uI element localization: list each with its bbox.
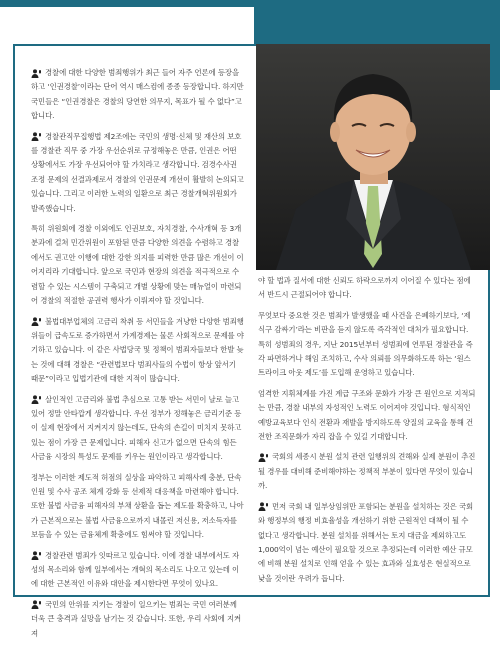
paragraph xyxy=(31,130,245,216)
person-mic-icon xyxy=(258,502,269,511)
paragraph xyxy=(258,500,476,586)
paragraph xyxy=(31,471,245,543)
portrait-photo xyxy=(256,44,490,270)
paragraph xyxy=(31,549,245,592)
paragraph-text: 특히 위원회에 경찰 이외에도 인권보호, 자치경찰, 수사개혁 등 3개 분과에 걸쳐 민간위원이 포함된 만큼 다양한 의견을 수렴하고 경찰에서도 권고안 이행에 대한 강한 의지를 피력한 만큼 많은 개선이 이어지리라 기대합니다. 앞으로 국민과 현장의 의견을 적극적으로 수렴할 수 있는 시스템이 구축되고 개별 상황에 맞는 매뉴얼이 마련되어 경찰의 적절한 공권력 행사가 이뤄져야 할 것입니다. xyxy=(31,224,244,306)
paragraph xyxy=(258,274,476,303)
paragraph-text: 경찰관련 범죄가 잇따르고 있습니다. 이에 경찰 내부에서도 자성의 목소리와 함께 일부에서는 개혁의 목소리도 나오고 있는데 이에 대한 근본적인 이유와 대안을 제시한다면 무엇이 있나요. xyxy=(31,550,240,589)
person-mic-icon xyxy=(31,551,42,560)
person-mic-icon xyxy=(258,453,269,462)
paragraph-text: 엄격한 지휘체계를 가진 계급 구조와 문화가 가장 큰 원인으로 지적되는 만큼, 경찰 내부의 자성적인 노력도 이어져야 것입니다. 형식적인 예방교육보다 인식 전환과 재발을 방지하도록 양질의 교육을 통해 건전한 조직문화가 자리 잡을 수 있길 기대합니다. xyxy=(258,388,476,442)
paragraph-text: 살인적인 고금리와 불법 추심으로 고통 받는 서민이 날로 늘고 있어 정말 안타깝게 생각합니다. 우선 정부가 정해놓은 금리기준 등이 실제 현장에서 지켜지지 않는데도, 단속의 손길이 미치지 못하고 있는 점이 가장 큰 문제입니다. 피해자 신고가 없으면 단속의 힘든 사금융 시장의 특성도 문제를 키우는 원인이라고 생각합니다. xyxy=(31,394,242,462)
paragraph xyxy=(258,387,476,445)
top-accent-bar xyxy=(0,0,500,7)
paragraph-text: 불법대부업체의 고금리 착취 등 서민들을 겨냥한 다양한 범죄행위들이 급속도로 증가하면서 가계경제는 물론 사회적으로 문제를 야기하고 있습니다. 이 같은 사법당국 및 정책이 범죄자들보다 한발 늦는 것에 대해 경찰은 “관련법보다 범죄사들의 수법이 항상 앞서기 때문”이라고 입법기관에 대한 지적이 많습니다. xyxy=(31,316,244,384)
paragraph xyxy=(31,598,245,641)
paragraph xyxy=(31,315,245,387)
interview-column-left xyxy=(31,66,245,647)
paragraph xyxy=(31,66,245,124)
interview-column-right xyxy=(258,274,476,592)
person-mic-icon xyxy=(31,317,42,326)
paragraph-text: 야 할 법과 질서에 대한 신뢰도 하락으로까지 이어질 수 있다는 점에서 반드시 근절되어야 합니다. xyxy=(258,276,471,300)
paragraph-text: 국민의 안위를 지키는 경찰이 일으키는 범죄는 국민 여러분께 더욱 큰 충격과 실망을 남기는 것 같습니다. 또한, 우리 사회에 지켜져 xyxy=(31,599,242,638)
paragraph-text: 무엇보다 중요한 것은 범죄가 발생했을 때 사건을 은폐하기보다, ‘제식구 감싸기’라는 비판을 듣지 않도록 즉각적인 대처가 필요합니다. 특히 성범죄의 경우, 지난 2015년부터 성범죄에 연루된 경찰관을 즉각 파면하거나 해임 조치하고, 수사 의뢰를 의무화하도록 하는 ‘원스트라이크 아웃 제도’를 도입해 운영하고 있습니다. xyxy=(258,310,473,378)
person-mic-icon xyxy=(31,69,42,78)
person-mic-icon xyxy=(31,132,42,141)
paragraph-text: 경찰에 대한 다양한 범죄행위가 최근 들어 자주 언론에 등장을 하고 ‘인권경찰’이라는 단어 역시 매스컴에 종종 등장합니다. 하지만 국민들은 “인권경찰은 경찰의 당연한 의무지, 목표가 될 수 없다”고 합니다. xyxy=(31,68,244,121)
paragraph-text: 정부는 이러한 제도적 허점의 실상을 파악하고 피해사례 충분, 단속인원 및 수사 공조 체계 강화 등 선제적 대응책을 마련해야 합니다. 또한 불법 사금융 피해자의 부채 상환을 돕는 제도를 확충하고, 나아가 근본적으로는 불법 사금융으로까지 내몰린 저신용, 저소득자를 보듬을 수 있는 금융체계 확충에도 힘써야 할 것입니다. xyxy=(31,472,244,540)
person-mic-icon xyxy=(31,600,42,609)
paragraph xyxy=(31,393,245,465)
paragraph xyxy=(31,222,245,308)
person-mic-icon xyxy=(31,395,42,404)
paragraph xyxy=(258,309,476,381)
paragraph-text: 먼저 국회 내 일부상임위만 포함되는 분원을 설치하는 것은 국회와 행정부의 행정 비효율성을 개선하기 위한 근원적인 대책이 될 수 없다고 생각합니다. 분원 설치를 위해서는 토지 대금을 제외하고도 1,000억이 넘는 예산이 필요할 것으로 추정되는데 이러한 예산 규모에 비해 분원 설치로 인해 얻을 수 있는 효과와 실효성은 현실적으로 낮을 것이란 우려가 듭니다. xyxy=(258,501,474,583)
paragraph-text: 경찰관직무집행법 제2조에는 국민의 생명·신체 및 재산의 보호를 경찰관 직무 중 가장 우선순위로 규정해놓은 만큼, 인권은 어떤 상황에서도 가장 우선되어야 할 가치라고 생각합니다. 검경수사권 조정 문제의 선결과제로서 경찰의 인권문제 개선이 활발히 논의되고 있습니다. 그리고 이러한 노력의 일환으로 최근 경찰개혁위원회가 발족했습니다. xyxy=(31,131,244,213)
paragraph-text: 국회의 세종시 분원 설치 관련 일행위의 견해와 실제 분원이 추진될 경우를 대비해 준비해야하는 정책적 부분이 있다면 무엇이 있습니까. xyxy=(258,452,476,491)
paragraph xyxy=(258,450,476,493)
